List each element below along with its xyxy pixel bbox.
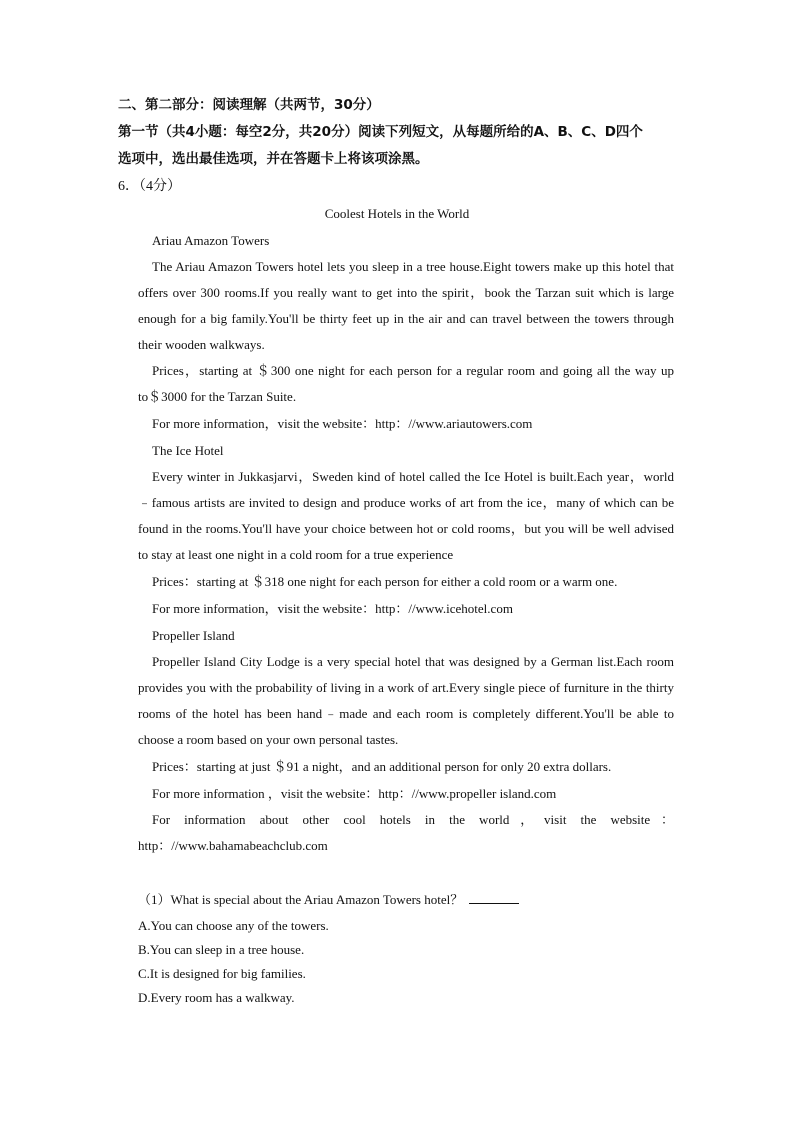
hotel1-info: For more information，visit the website：http：//www.ariautowers.com	[152, 416, 533, 431]
option-a: A.You can choose any of the towers.	[138, 918, 329, 933]
question1-options	[138, 914, 329, 1010]
hotel2-info: For more information，visit the website：http：//www.icehotel.com	[152, 601, 513, 616]
hotel2-name: The Ice Hotel	[152, 443, 224, 458]
section-instruction-line2: 选项中，选出最佳选项，并在答题卡上将该项涂黑。	[118, 151, 429, 167]
option-c: C.It is designed for big families.	[138, 966, 306, 981]
hotel3-name: Propeller Island	[152, 628, 235, 643]
section-instruction-line1: 第一节（共4小题：每空2分，共20分）阅读下列短文，从每题所给的A、B、C、D四个	[118, 124, 643, 140]
hotel1-name: Ariau Amazon Towers	[152, 233, 270, 248]
hotel3-prices: Prices：starting at just ＄91 a night，and an additional person for only 20 extra dollars.	[152, 759, 612, 774]
option-d: D.Every room has a walkway.	[138, 990, 295, 1005]
hotel1-prices: Prices，starting at ＄300 one night for each person for a regular room and going all the way up to＄3000 for the Tarzan Suite.	[138, 363, 674, 404]
passage-title: Coolest Hotels in the World	[324, 206, 470, 221]
part-title: 二、第二部分：阅读理解（共两节，30分）	[118, 97, 380, 113]
hotel3-description: Propeller Island City Lodge is a very special hotel that was designed by a German list.Each room provides you with the probability of living in a work of art.Every single piece of furniture in the thirty rooms of the hotel has been hand﹣made and each room is completely different.You'll be able to choose a room based on your own personal tastes.	[138, 654, 674, 747]
passage-body	[138, 227, 674, 859]
answer-blank	[469, 889, 519, 904]
option-b: B.You can sleep in a tree house.	[138, 942, 305, 957]
question-number: 6．（4分）	[118, 179, 181, 194]
hotel2-description: Every winter in Jukkasjarvi，Sweden kind of hotel called the Ice Hotel is built.Each year，world﹣famous artists are invited to design and produce works of art from the ice，many of which can be found in the rooms.You'll have your choice between hot or cold rooms，but you will be well advised to stay at least one night in a cold room for a true experience	[138, 469, 674, 562]
hotel3-info: For more information ，visit the website：http：//www.propeller island.com	[152, 786, 557, 801]
closing-info: For information about other cool hotels in the world，visit the website：http：//www.bahamabeachclub.com	[138, 812, 674, 853]
hotel1-description: The Ariau Amazon Towers hotel lets you sleep in a tree house.Eight towers make up this hotel that offers over 300 rooms.If you really want to get into the spirit，book the Tarzan suit which is large enough for a big family.You'll be thirty feet up in the air and can travel between the towers through their wooden walkways.	[138, 259, 674, 352]
question1-stem	[138, 889, 519, 911]
question1-stem-text: （1）What is special about the Ariau Amazon Towers hotel？	[138, 892, 464, 907]
hotel2-prices: Prices：starting at ＄318 one night for each person for either a cold room or a warm one.	[152, 574, 618, 589]
